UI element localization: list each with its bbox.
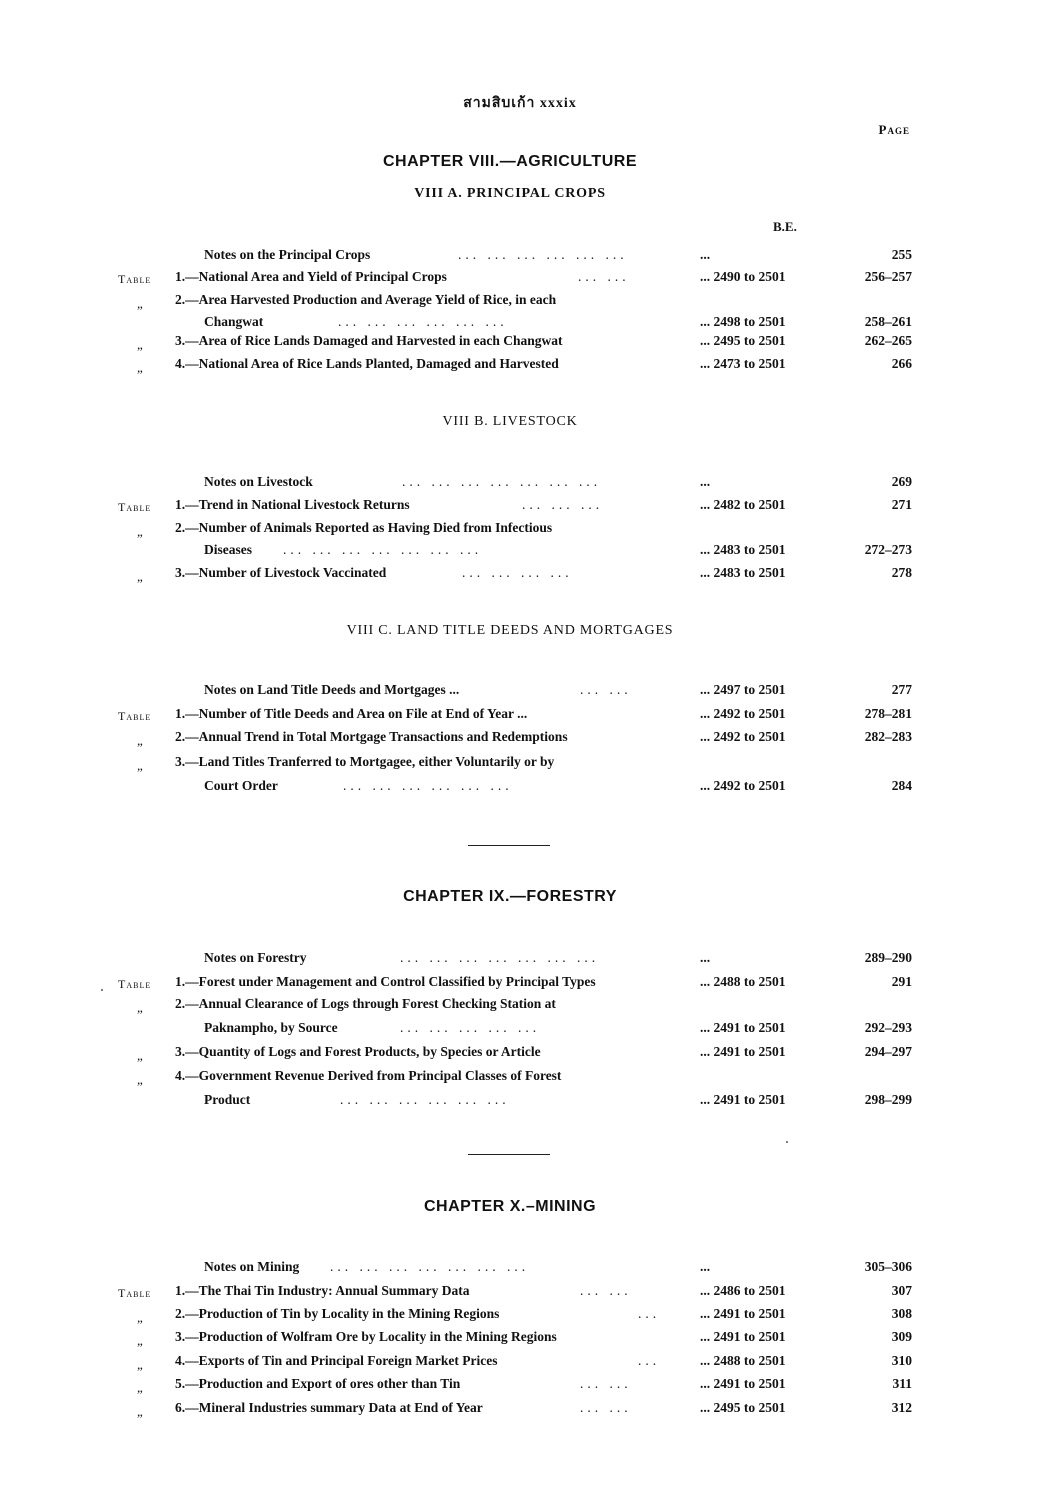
chapter-divider bbox=[468, 1154, 550, 1155]
livestock-notes-dots: ... ... ... ... ... ... ... bbox=[402, 474, 602, 489]
land-table-1-years: ... 2492 to 2501 bbox=[700, 706, 786, 721]
livestock-notes-ellipsis: ... bbox=[700, 474, 711, 489]
ditto-mark: „ bbox=[137, 1310, 143, 1325]
mining-table-2-dots: ... bbox=[638, 1306, 661, 1321]
mining-table-1-years: ... 2486 to 2501 bbox=[700, 1283, 786, 1298]
mining-notes-dots: ... ... ... ... ... ... ... bbox=[330, 1259, 530, 1274]
mining-table-2-years: ... 2491 to 2501 bbox=[700, 1306, 786, 1321]
table-prefix: Table bbox=[118, 1286, 152, 1300]
section-title-livestock: VIII B. LIVESTOCK bbox=[442, 414, 578, 429]
crops-table-1-years: ... 2490 to 2501 bbox=[700, 269, 786, 284]
crops-table-2-continuation: Changwat bbox=[204, 314, 264, 329]
mining-table-1-title: 1.—The Thai Tin Industry: Annual Summary Data bbox=[175, 1283, 470, 1298]
crops-table-1-title: 1.—National Area and Yield of Principal Crops bbox=[175, 269, 447, 284]
mining-table-4-years: ... 2488 to 2501 bbox=[700, 1353, 786, 1368]
ditto-mark: „ bbox=[137, 1333, 143, 1348]
forestry-table-2-title: 2.—Annual Clearance of Logs through Forest Checking Station at bbox=[175, 996, 556, 1011]
ditto-mark: „ bbox=[137, 1357, 143, 1372]
forestry-table-2-page: 292–293 bbox=[864, 1020, 912, 1035]
livestock-table-1-page: 271 bbox=[891, 497, 912, 512]
livestock-table-2-continuation: Diseases bbox=[204, 542, 252, 557]
livestock-table-3-page: 278 bbox=[891, 565, 912, 580]
land-table-2-page: 282–283 bbox=[864, 729, 912, 744]
livestock-table-2-page: 272–273 bbox=[864, 542, 912, 557]
livestock-table-3-years: ... 2483 to 2501 bbox=[700, 565, 786, 580]
forestry-table-4-years: ... 2491 to 2501 bbox=[700, 1092, 786, 1107]
forestry-table-3-title: 3.—Quantity of Logs and Forest Products, by Species or Article bbox=[175, 1044, 541, 1059]
crops-notes-dots: ... ... ... ... ... ... bbox=[458, 247, 628, 262]
forestry-table-4-continuation: Product bbox=[204, 1092, 251, 1107]
crops-notes-title: Notes on the Principal Crops bbox=[204, 247, 371, 262]
livestock-notes-page: 269 bbox=[891, 474, 912, 489]
chapter-title-mining: CHAPTER X.–MINING bbox=[423, 1198, 597, 1215]
crops-table-3-years: ... 2495 to 2501 bbox=[700, 333, 786, 348]
mining-table-4-title: 4.—Exports of Tin and Principal Foreign Market Prices bbox=[175, 1353, 498, 1368]
livestock-table-3-dots: ... ... ... ... bbox=[462, 565, 573, 580]
livestock-table-1-dots: ... ... ... bbox=[522, 497, 604, 512]
crops-table-4-years: ... 2473 to 2501 bbox=[700, 356, 786, 371]
land-table-3-title: 3.—Land Titles Tranferred to Mortgagee, either Voluntarily or by bbox=[175, 754, 555, 769]
table-prefix: Table bbox=[118, 272, 152, 286]
crops-notes-ellipsis: ... bbox=[700, 247, 711, 262]
livestock-table-2-dots: ... ... ... ... ... ... ... bbox=[283, 542, 483, 557]
crops-table-1-dots: ... ... bbox=[578, 269, 630, 284]
be-column-label: B.E. bbox=[773, 219, 797, 234]
livestock-table-2-years: ... 2483 to 2501 bbox=[700, 542, 786, 557]
land-table-2-years: ... 2492 to 2501 bbox=[700, 729, 786, 744]
ditto-mark: „ bbox=[137, 1380, 143, 1395]
print-speck bbox=[101, 989, 103, 991]
crops-table-2-page: 258–261 bbox=[864, 314, 912, 329]
mining-table-5-years: ... 2491 to 2501 bbox=[700, 1376, 786, 1391]
ditto-mark: „ bbox=[137, 360, 143, 375]
livestock-table-3-title: 3.—Number of Livestock Vaccinated bbox=[175, 565, 387, 580]
mining-notes-page: 305–306 bbox=[864, 1259, 912, 1274]
forestry-table-4-dots: ... ... ... ... ... ... bbox=[340, 1092, 510, 1107]
crops-notes-page: 255 bbox=[891, 247, 912, 262]
forestry-table-1-years: ... 2488 to 2501 bbox=[700, 974, 786, 989]
ditto-mark: „ bbox=[137, 337, 143, 352]
forestry-notes-ellipsis: ... bbox=[700, 950, 711, 965]
mining-table-6-years: ... 2495 to 2501 bbox=[700, 1400, 786, 1415]
mining-table-5-dots: ... ... bbox=[580, 1376, 632, 1391]
forestry-table-2-dots: ... ... ... ... ... bbox=[400, 1020, 541, 1035]
crops-table-3-page: 262–265 bbox=[864, 333, 912, 348]
land-table-1-page: 278–281 bbox=[864, 706, 912, 721]
mining-notes-ellipsis: ... bbox=[700, 1259, 711, 1274]
land-table-1-title: 1.—Number of Title Deeds and Area on File at End of Year ... bbox=[175, 706, 528, 721]
land-table-3-years: ... 2492 to 2501 bbox=[700, 778, 786, 793]
mining-table-5-title: 5.—Production and Export of ores other than Tin bbox=[175, 1376, 461, 1391]
ditto-mark: „ bbox=[137, 1048, 143, 1063]
land-table-3-dots: ... ... ... ... ... ... bbox=[343, 778, 513, 793]
mining-table-1-dots: ... ... bbox=[580, 1283, 632, 1298]
crops-table-1-page: 256–257 bbox=[864, 269, 912, 284]
ditto-mark: „ bbox=[137, 296, 143, 311]
ditto-mark: „ bbox=[137, 733, 143, 748]
livestock-table-2-title: 2.—Number of Animals Reported as Having Died from Infectious bbox=[175, 520, 553, 535]
mining-table-5-page: 311 bbox=[892, 1376, 912, 1391]
page-header: สามสิบเก้า xxxix bbox=[463, 96, 577, 111]
land-notes-years: ... 2497 to 2501 bbox=[700, 682, 786, 697]
chapter-title-forestry: CHAPTER IX.—FORESTRY bbox=[403, 888, 617, 905]
ditto-mark: „ bbox=[137, 758, 143, 773]
livestock-notes-title: Notes on Livestock bbox=[204, 474, 313, 489]
ditto-mark: „ bbox=[137, 524, 143, 539]
table-prefix: Table bbox=[118, 977, 152, 991]
mining-table-3-title: 3.—Production of Wolfram Ore by Locality in the Mining Regions bbox=[175, 1329, 557, 1344]
mining-table-3-years: ... 2491 to 2501 bbox=[700, 1329, 786, 1344]
section-title-land: VIII C. LAND TITLE DEEDS AND MORTGAGES bbox=[346, 623, 674, 638]
land-table-3-page: 284 bbox=[891, 778, 912, 793]
chapter-title-agriculture: CHAPTER VIII.—AGRICULTURE bbox=[383, 153, 637, 170]
chapter-divider bbox=[468, 845, 550, 846]
livestock-table-1-years: ... 2482 to 2501 bbox=[700, 497, 786, 512]
page-column-label: Page bbox=[878, 122, 910, 137]
mining-notes-title: Notes on Mining bbox=[204, 1259, 300, 1274]
land-table-3-continuation: Court Order bbox=[204, 778, 278, 793]
table-prefix: Table bbox=[118, 500, 152, 514]
crops-table-3-title: 3.—Area of Rice Lands Damaged and Harvested in each Changwat bbox=[175, 333, 563, 348]
table-prefix: Table bbox=[118, 709, 152, 723]
forestry-notes-title: Notes on Forestry bbox=[204, 950, 307, 965]
mining-table-6-page: 312 bbox=[891, 1400, 912, 1415]
mining-table-2-page: 308 bbox=[891, 1306, 912, 1321]
forestry-table-1-page: 291 bbox=[891, 974, 912, 989]
ditto-mark: „ bbox=[137, 569, 143, 584]
forestry-table-4-page: 298–299 bbox=[864, 1092, 912, 1107]
mining-table-3-page: 309 bbox=[891, 1329, 912, 1344]
mining-table-2-title: 2.—Production of Tin by Locality in the Mining Regions bbox=[175, 1306, 500, 1321]
forestry-notes-dots: ... ... ... ... ... ... ... bbox=[400, 950, 600, 965]
forestry-table-3-page: 294–297 bbox=[864, 1044, 912, 1059]
mining-table-1-page: 307 bbox=[891, 1283, 912, 1298]
print-speck bbox=[786, 1141, 788, 1143]
crops-table-2-years: ... 2498 to 2501 bbox=[700, 314, 786, 329]
crops-table-4-title: 4.—National Area of Rice Lands Planted, Damaged and Harvested bbox=[175, 356, 559, 371]
ditto-mark: „ bbox=[137, 1072, 143, 1087]
forestry-table-2-years: ... 2491 to 2501 bbox=[700, 1020, 786, 1035]
forestry-table-1-title: 1.—Forest under Management and Control Classified by Principal Types bbox=[175, 974, 596, 989]
mining-table-6-title: 6.—Mineral Industries summary Data at End of Year bbox=[175, 1400, 483, 1415]
livestock-table-1-title: 1.—Trend in National Livestock Returns bbox=[175, 497, 410, 512]
land-notes-page: 277 bbox=[891, 682, 912, 697]
section-title-crops: VIII A. PRINCIPAL CROPS bbox=[414, 186, 606, 201]
forestry-notes-page: 289–290 bbox=[864, 950, 912, 965]
forestry-table-3-years: ... 2491 to 2501 bbox=[700, 1044, 786, 1059]
forestry-table-4-title: 4.—Government Revenue Derived from Principal Classes of Forest bbox=[175, 1068, 562, 1083]
land-notes-dots: ... ... bbox=[580, 682, 632, 697]
crops-table-4-page: 266 bbox=[891, 356, 912, 371]
crops-table-2-title: 2.—Area Harvested Production and Average Yield of Rice, in each bbox=[175, 292, 557, 307]
land-table-2-title: 2.—Annual Trend in Total Mortgage Transactions and Redemptions bbox=[175, 729, 568, 744]
forestry-table-2-continuation: Paknampho, by Source bbox=[204, 1020, 338, 1035]
mining-table-4-dots: ... bbox=[638, 1353, 661, 1368]
mining-table-4-page: 310 bbox=[891, 1353, 912, 1368]
land-notes-title: Notes on Land Title Deeds and Mortgages ... bbox=[204, 682, 460, 697]
ditto-mark: „ bbox=[137, 1404, 143, 1419]
crops-table-2-dots: ... ... ... ... ... ... bbox=[338, 314, 508, 329]
ditto-mark: „ bbox=[137, 1000, 143, 1015]
mining-table-6-dots: ... ... bbox=[580, 1400, 632, 1415]
